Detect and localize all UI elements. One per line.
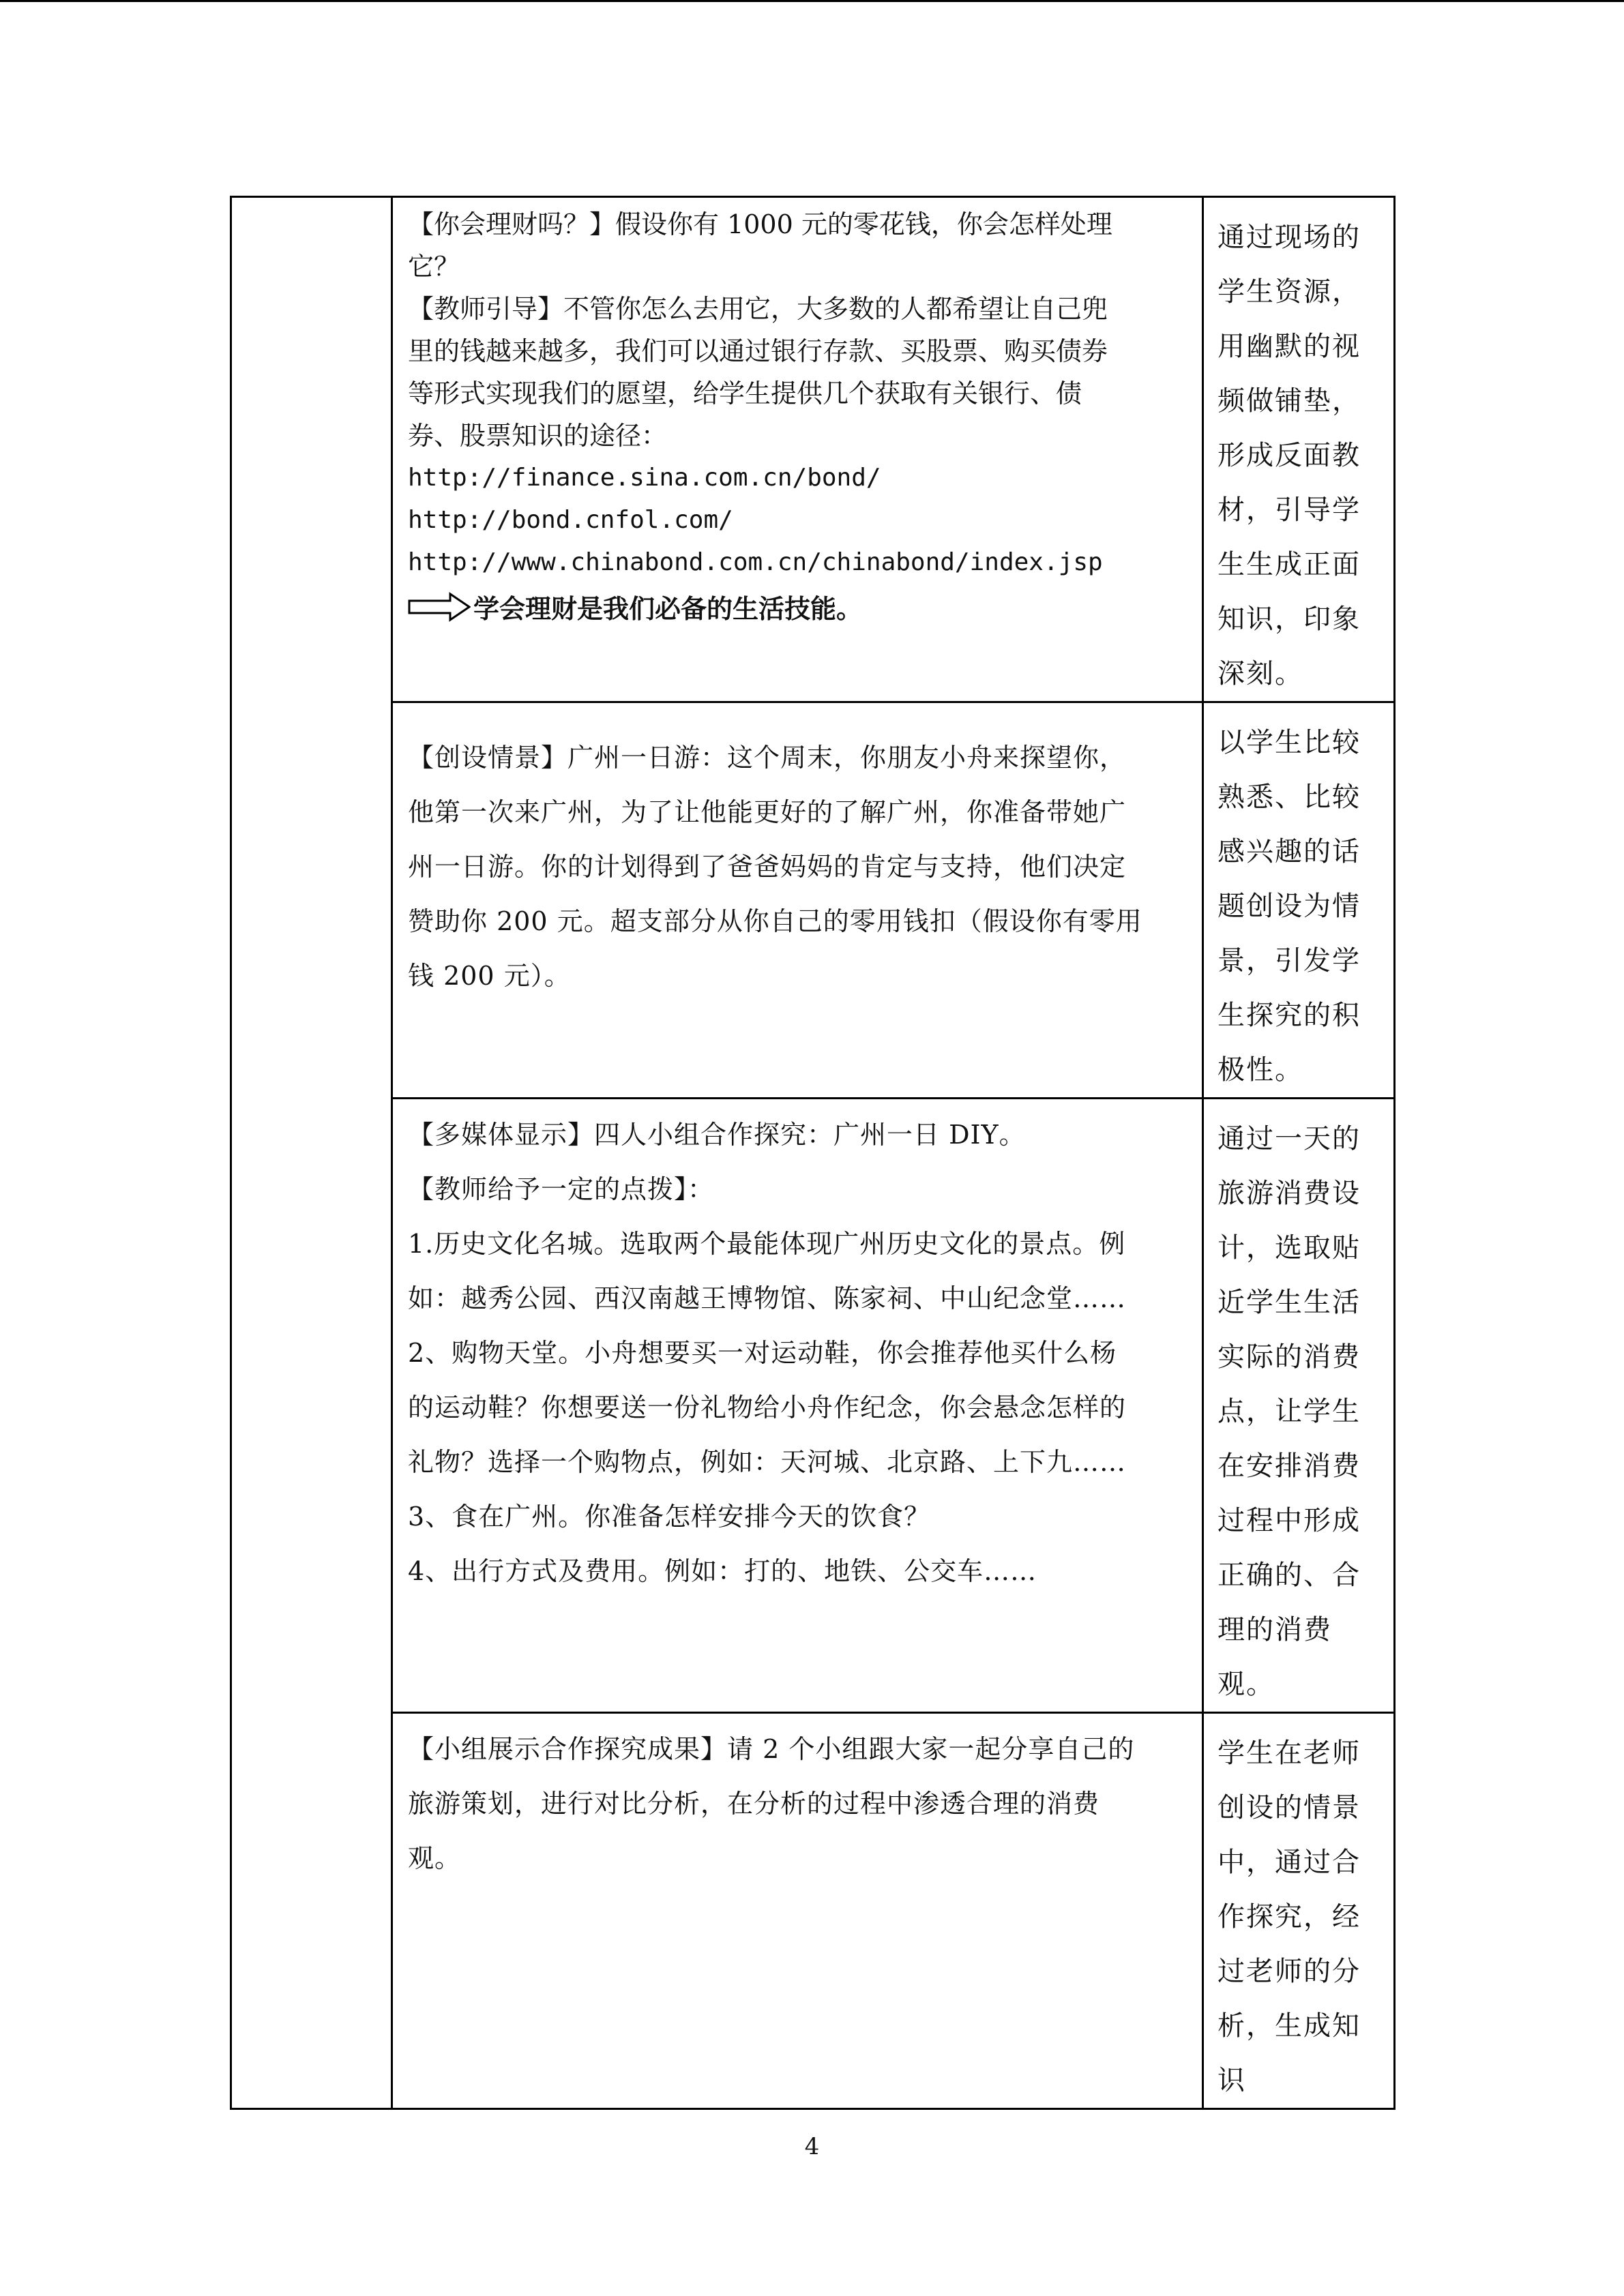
url-link-chinabond[interactable]: http://www.chinabond.com.cn/chinabond/index.jsp	[408, 548, 1103, 576]
text-line: 礼物？选择一个购物点，例如：天河城、北京路、上下九……	[408, 1447, 1127, 1477]
design-note-cell	[1203, 1713, 1395, 2109]
text-line: 4、出行方式及费用。例如：打的、地铁、公交车……	[408, 1556, 1037, 1586]
text-line: 他第一次来广州，为了让他能更好的了解广州，你准备带她广	[408, 797, 1127, 827]
text-line: 观。	[408, 1843, 462, 1873]
text-line: 【教师给予一定的点拨】：	[408, 1174, 715, 1204]
activity-content	[393, 1714, 1202, 1885]
activity-cell	[392, 197, 1203, 702]
design-note: 通过一天的旅游消费设计，选取贴近学生生活实际的消费点，让学生在安排消费过程中形成正确的、合理的消费观。	[1217, 1123, 1361, 1700]
table-row	[231, 702, 1395, 1099]
arrow-right-icon	[408, 592, 471, 622]
page-number: 4	[804, 2133, 820, 2160]
table-row	[231, 1713, 1395, 2109]
activity-cell	[392, 702, 1203, 1099]
design-note: 以学生比较熟悉、比较感兴趣的话题创设为情景，引发学生探究的积极性。	[1217, 727, 1361, 1086]
text-line: 等形式实现我们的愿望，给学生提供几个获取有关银行、债	[408, 378, 1082, 408]
text-line: 3、食在广州。你准备怎样安排今天的饮食？	[408, 1502, 931, 1532]
text-line: 里的钱越来越多，我们可以通过银行存款、买股票、购买债券	[408, 336, 1108, 366]
stage-column-cell	[231, 197, 392, 2109]
design-note-cell	[1203, 197, 1395, 702]
text-line: 【教师引导】不管你怎么去用它，大多数的人都希望让自己兜	[408, 294, 1108, 324]
activity-content	[393, 703, 1202, 1003]
activity-cell	[392, 1713, 1203, 2109]
top-rule	[0, 0, 1624, 2]
text-line: 钱 200 元）。	[408, 961, 571, 991]
activity-cell	[392, 1099, 1203, 1713]
conclusion-text: 学会理财是我们必备的生活技能。	[473, 594, 863, 624]
text-line: 1.历史文化名城。选取两个最能体现广州历史文化的景点。例	[408, 1229, 1126, 1259]
activity-content	[393, 1099, 1202, 1598]
conclusion-line	[408, 588, 1190, 625]
text-line: 券、股票知识的途径：	[408, 421, 668, 451]
url-link-finance[interactable]: http://finance.sina.com.cn/bond/	[408, 464, 881, 492]
text-line: 它？	[408, 252, 460, 282]
text-line: 旅游策划，进行对比分析，在分析的过程中渗透合理的消费	[408, 1789, 1100, 1819]
text-line: 【小组展示合作探究成果】请 2 个小组跟大家一起分享自己的	[408, 1734, 1135, 1764]
text-line: 赞助你 200 元。超支部分从你自己的零用钱扣（假设你有零用	[408, 906, 1142, 936]
design-note-cell	[1203, 702, 1395, 1099]
text-line: 的运动鞋？你想要送一份礼物给小舟作纪念，你会悬念怎样的	[408, 1392, 1127, 1422]
text-line: 【多媒体显示】四人小组合作探究：广州一日 DIY。	[408, 1120, 1026, 1150]
design-note: 通过现场的学生资源，用幽默的视频做铺垫，形成反面教材，引导学生生成正面知识，印象深刻。	[1217, 222, 1361, 689]
text-line: 州一日游。你的计划得到了爸爸妈妈的肯定与支持，他们决定	[408, 852, 1127, 882]
text-line: 【你会理财吗？】假设你有 1000 元的零花钱，你会怎样处理	[408, 209, 1112, 239]
text-line: 【创设情景】广州一日游：这个周末，你朋友小舟来探望你，	[408, 743, 1127, 773]
design-note-cell	[1203, 1099, 1395, 1713]
lesson-plan-table	[230, 196, 1396, 2110]
text-line: 如：越秀公园、西汉南越王博物馆、陈家祠、中山纪念堂……	[408, 1283, 1127, 1313]
design-note: 学生在老师创设的情景中，通过合作探究，经过老师的分析，生成知识	[1217, 1738, 1361, 2096]
table-row	[231, 197, 1395, 702]
url-link-cnfol[interactable]: http://bond.cnfol.com/	[408, 506, 733, 534]
table-row	[231, 1099, 1395, 1713]
text-line: 2、购物天堂。小舟想要买一对运动鞋，你会推荐他买什么杨	[408, 1338, 1117, 1368]
activity-content	[393, 198, 1202, 625]
